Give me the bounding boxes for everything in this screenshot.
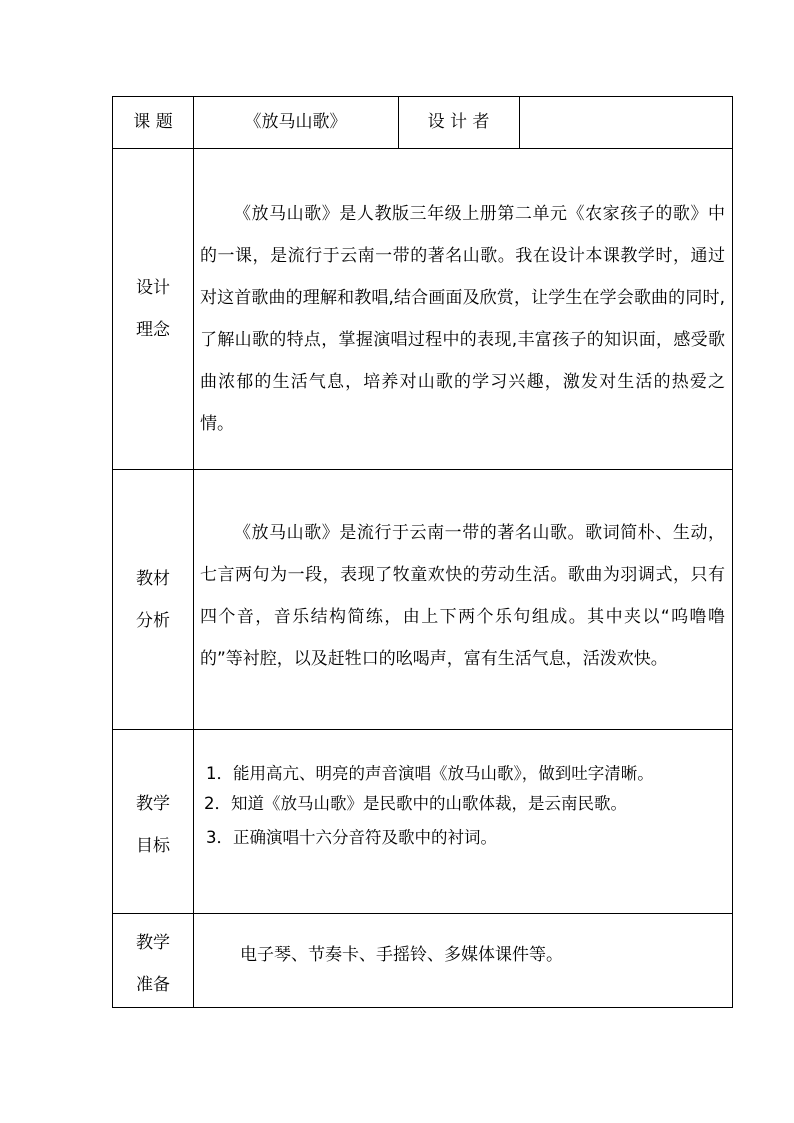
goal-item: 2．知道《放马山歌》是民歌中的山歌体裁，是云南民歌。 xyxy=(204,794,627,813)
label-line: 教材 xyxy=(136,569,170,589)
topic-value: 《放马山歌》 xyxy=(244,112,347,132)
design-concept-text-cell xyxy=(200,193,725,445)
design-concept-text: 《放马山歌》是人教版三年级上册第二单元《农家孩子的歌》中的一课，是流行于云南一带的著名山歌。我在设计本课教学时，通过对这首歌曲的理解和教唱,结合画面及欣赏，让学生在学会歌曲的同时,了解山歌的特点，掌握演唱过程中的表现,丰富孩子的知识面，感受歌曲浓郁的生活气息，培养对山歌的学习兴趣，激发对生活的热爱之情。 xyxy=(200,204,725,434)
teaching-goals-list xyxy=(206,759,726,853)
material-analysis-text: 《放马山歌》是流行于云南一带的著名山歌。歌词简朴、生动，七言两句为一段，表现了牧童欢快的劳动生活。歌曲为羽调式，只有四个音，音乐结构简练，由上下两个乐句组成。其中夹以“呜噜噜的”等衬腔，以及赶牲口的吆喝声，富有生活气息，活泼欢快。 xyxy=(200,523,725,669)
goal-item: 3．正确演唱十六分音符及歌中的衬词。 xyxy=(206,828,497,847)
label-line: 教学 xyxy=(136,933,170,953)
goal-item: 1．能用高亢、明亮的声音演唱《放马山歌》，做到吐字清晰。 xyxy=(206,764,654,783)
row-divider xyxy=(113,148,732,149)
teaching-preparation-text: 电子琴、节奏卡、手摇铃、多媒体课件等。 xyxy=(240,945,563,965)
teaching-preparation-label xyxy=(113,922,193,1006)
material-analysis-text-cell xyxy=(200,512,725,680)
topic-label: 课 题 xyxy=(133,112,173,132)
material-analysis-label xyxy=(113,558,193,642)
column-divider xyxy=(193,97,194,1008)
label-line: 目标 xyxy=(136,836,170,856)
label-line: 准备 xyxy=(136,975,170,995)
row-divider xyxy=(113,729,732,730)
teaching-goals-label xyxy=(113,783,193,867)
label-line: 理念 xyxy=(136,320,170,340)
column-divider xyxy=(519,97,520,148)
label-line: 分析 xyxy=(136,611,170,631)
design-concept-label xyxy=(113,267,193,351)
row-divider xyxy=(113,913,732,914)
label-line: 教学 xyxy=(136,794,170,814)
designer-label: 设 计 者 xyxy=(427,112,490,132)
row-divider xyxy=(113,469,732,470)
lesson-plan-table xyxy=(112,96,733,1008)
label-line: 设计 xyxy=(136,278,170,298)
